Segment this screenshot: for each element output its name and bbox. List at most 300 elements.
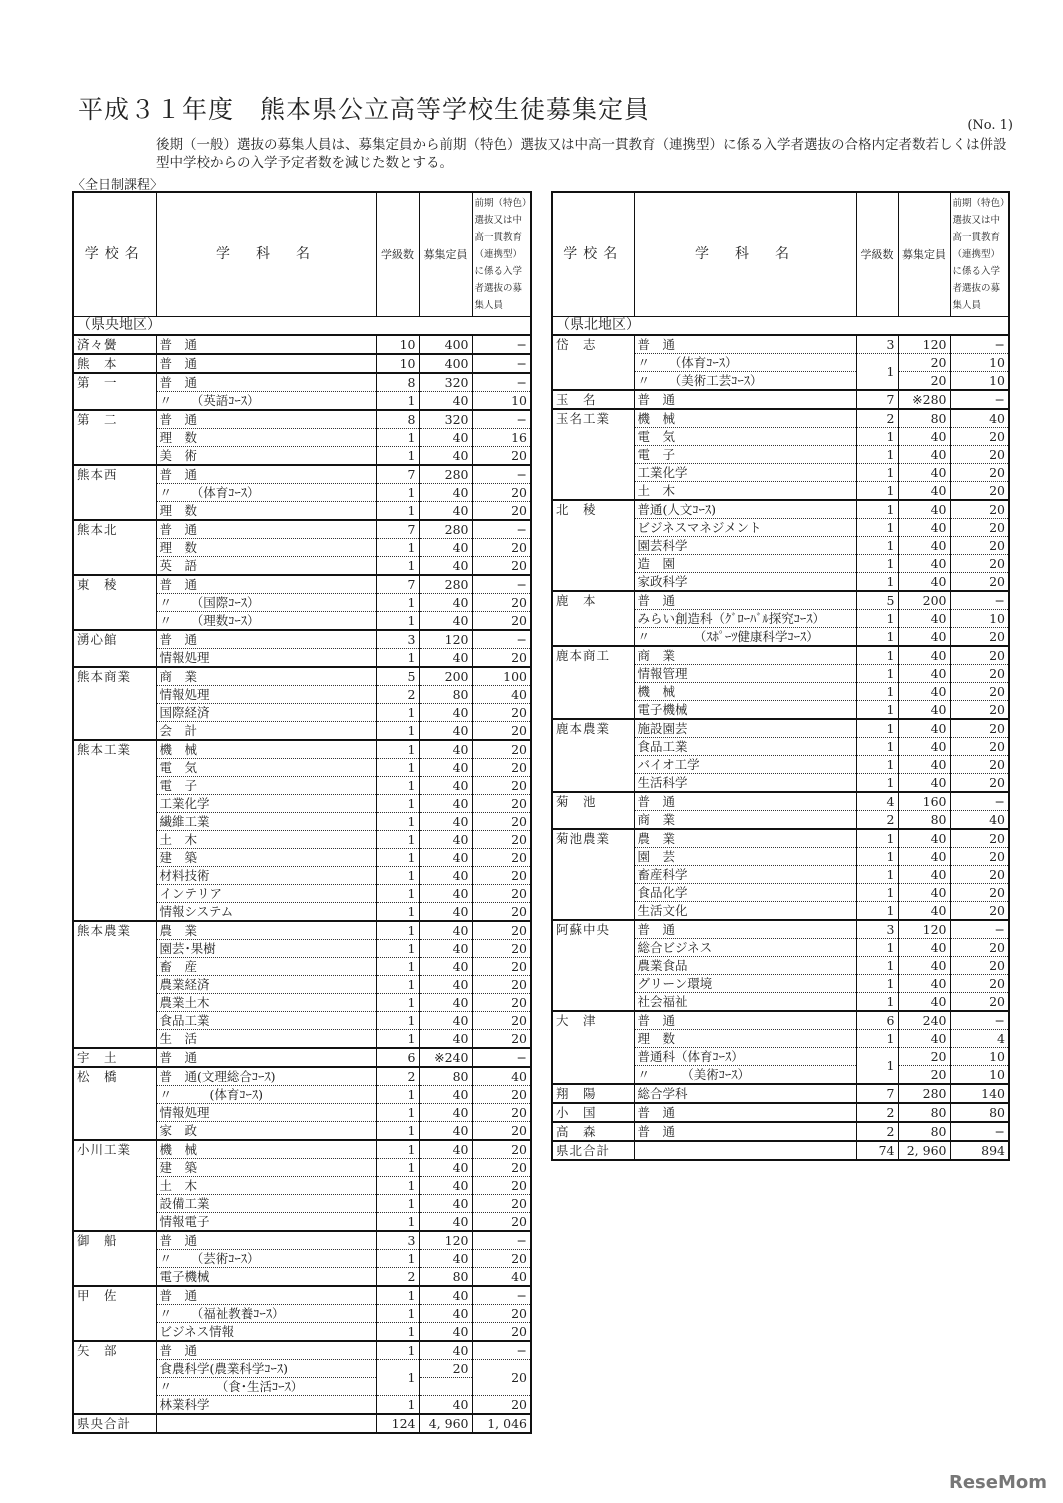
capacity-value: 320 bbox=[419, 373, 472, 392]
department-name: 機 械 bbox=[634, 683, 856, 701]
class-count: 1 bbox=[376, 612, 419, 631]
department-name: 造 園 bbox=[634, 555, 856, 573]
department-name: 〃 （国際ｺｰｽ） bbox=[156, 594, 376, 612]
capacity-value: 20 bbox=[898, 372, 950, 391]
department-name: 土 木 bbox=[634, 482, 856, 501]
capacity-value: 40 bbox=[419, 795, 472, 813]
department-name: 情報処理 bbox=[156, 686, 376, 704]
class-count: 1 bbox=[856, 756, 898, 774]
region-label: （県央地区） bbox=[73, 317, 531, 336]
capacity-value: 20 bbox=[898, 1066, 950, 1085]
department-name: 普 通 bbox=[634, 792, 856, 811]
capacity-value: 40 bbox=[898, 628, 950, 647]
capacity-value: 80 bbox=[898, 1103, 950, 1122]
department-name: 農業土木 bbox=[156, 994, 376, 1012]
early-selection-value: 10 bbox=[950, 372, 1009, 391]
early-selection-value: 20 bbox=[950, 519, 1009, 537]
early-selection-value: 20 bbox=[472, 447, 531, 466]
early-selection-value: 20 bbox=[472, 612, 531, 631]
table-row bbox=[73, 1067, 531, 1086]
department-name: 理 数 bbox=[156, 429, 376, 447]
class-count: 2 bbox=[376, 1268, 419, 1287]
school-name: 第 二 bbox=[73, 410, 156, 465]
department-name: 情報電子 bbox=[156, 1213, 376, 1232]
capacity-value: 40 bbox=[898, 482, 950, 501]
department-name: 普通(人文ｺｰｽ) bbox=[634, 500, 856, 519]
table-row bbox=[73, 1140, 531, 1159]
capacity-value: 40 bbox=[898, 537, 950, 555]
school-name: 鹿本農業 bbox=[552, 719, 634, 792]
class-count: 1 bbox=[376, 994, 419, 1012]
class-count: 1 bbox=[376, 557, 419, 576]
early-selection-value: 20 bbox=[472, 1086, 531, 1104]
capacity-value: 40 bbox=[419, 392, 472, 411]
class-count: 1 bbox=[856, 428, 898, 446]
capacity-value: 40 bbox=[898, 902, 950, 921]
explanatory-note: 後期（一般）選抜の募集人員は、募集定員から前期（特色）選抜又は中高一貫教育（連携型）に係る入学者選抜の合格内定者数若しくは併設型中学校からの入学予定者数を減じた数とする。 bbox=[156, 137, 1007, 171]
table-row bbox=[73, 410, 531, 429]
class-count: 2 bbox=[856, 409, 898, 428]
early-selection-value: 40 bbox=[950, 409, 1009, 428]
early-selection-value: 20 bbox=[472, 1177, 531, 1195]
capacity-value: 40 bbox=[419, 994, 472, 1012]
class-count: 6 bbox=[856, 1011, 898, 1030]
department-name: 電 気 bbox=[156, 759, 376, 777]
class-count: 1 bbox=[376, 777, 419, 795]
table-row bbox=[552, 1011, 1009, 1030]
capacity-value: 40 bbox=[419, 1122, 472, 1141]
capacity-value: 40 bbox=[419, 958, 472, 976]
department-name: 普 通 bbox=[156, 1231, 376, 1250]
class-count: 1 bbox=[376, 958, 419, 976]
capacity-value: 160 bbox=[898, 792, 950, 811]
capacity-value: 40 bbox=[898, 993, 950, 1012]
department-name: みらい創造科（ｸﾞﾛｰﾊﾞﾙ探究ｺｰｽ） bbox=[634, 610, 856, 628]
early-selection-value: 10 bbox=[950, 610, 1009, 628]
class-count: 10 bbox=[376, 354, 419, 373]
early-selection-value: 20 bbox=[950, 884, 1009, 902]
school-name: 鹿 本 bbox=[552, 591, 634, 646]
early-selection-value: 20 bbox=[472, 885, 531, 903]
early-selection-value: 20 bbox=[472, 813, 531, 831]
early-selection-value: − bbox=[472, 1231, 531, 1250]
early-selection-value: 20 bbox=[472, 722, 531, 741]
department-name: 畜 産 bbox=[156, 958, 376, 976]
class-count: 7 bbox=[856, 1084, 898, 1103]
capacity-value: 40 bbox=[898, 665, 950, 683]
capacity-value: 40 bbox=[898, 464, 950, 482]
early-selection-value: − bbox=[472, 630, 531, 649]
total-capacity: 4, 960 bbox=[419, 1414, 472, 1433]
department-name: 土 木 bbox=[156, 1177, 376, 1195]
capacity-value: 40 bbox=[419, 1159, 472, 1177]
class-count: 1 bbox=[856, 610, 898, 628]
class-count: 1 bbox=[856, 957, 898, 975]
capacity-value: 80 bbox=[419, 1067, 472, 1086]
early-selection-value: 20 bbox=[472, 1323, 531, 1342]
early-selection-value: − bbox=[950, 390, 1009, 409]
department-name: 会 計 bbox=[156, 722, 376, 741]
early-selection-value: − bbox=[950, 335, 1009, 354]
department-name: 生活文化 bbox=[634, 902, 856, 921]
early-selection-value: 20 bbox=[950, 939, 1009, 957]
class-count: 1 bbox=[376, 903, 419, 922]
early-selection-value: 10 bbox=[950, 354, 1009, 372]
department-name: 電子機械 bbox=[634, 701, 856, 720]
total-row bbox=[73, 1414, 531, 1433]
resemom-watermark: ReseMom bbox=[948, 1472, 1047, 1493]
class-count: 1 bbox=[376, 867, 419, 885]
early-selection-value: 20 bbox=[950, 482, 1009, 501]
department-name: 普 通 bbox=[156, 465, 376, 484]
school-name: 済々黌 bbox=[73, 335, 156, 354]
class-count: 2 bbox=[376, 686, 419, 704]
department-name: 繊維工業 bbox=[156, 813, 376, 831]
table-row bbox=[73, 667, 531, 686]
central-district-table bbox=[72, 191, 532, 1434]
class-count: 1 bbox=[856, 866, 898, 884]
early-selection-value: 20 bbox=[950, 446, 1009, 464]
capacity-value: 40 bbox=[419, 1305, 472, 1323]
table-row bbox=[552, 335, 1009, 354]
table-row bbox=[552, 829, 1009, 848]
early-selection-value: − bbox=[472, 1341, 531, 1360]
capacity-value: 40 bbox=[898, 719, 950, 738]
department-name: 農 業 bbox=[156, 921, 376, 940]
header-dept: 学 科 名 bbox=[634, 192, 856, 317]
capacity-value: 40 bbox=[898, 428, 950, 446]
class-count: 6 bbox=[376, 1048, 419, 1067]
capacity-value: 40 bbox=[898, 610, 950, 628]
early-selection-value: 20 bbox=[950, 537, 1009, 555]
class-count: 1 bbox=[856, 719, 898, 738]
department-name: 商 業 bbox=[634, 811, 856, 830]
class-count: 3 bbox=[856, 920, 898, 939]
header-dept: 学 科 名 bbox=[156, 192, 376, 317]
capacity-value: 40 bbox=[419, 740, 472, 759]
department-name: 普 通(文理総合ｺｰｽ) bbox=[156, 1067, 376, 1086]
department-name: 普 通 bbox=[156, 575, 376, 594]
department-name: 〃 （福祉教養ｺｰｽ） bbox=[156, 1305, 376, 1323]
school-name: 岱 志 bbox=[552, 335, 634, 390]
table-row bbox=[552, 1084, 1009, 1103]
class-count: 1 bbox=[856, 902, 898, 921]
class-count: 1 bbox=[856, 829, 898, 848]
department-name: 林業科学 bbox=[156, 1396, 376, 1415]
department-name: 〃 （体育ｺｰｽ） bbox=[634, 354, 856, 372]
department-name: 家政科学 bbox=[634, 573, 856, 592]
school-name: 湧心館 bbox=[73, 630, 156, 667]
department-name: 情報システム bbox=[156, 903, 376, 922]
early-selection-value: 20 bbox=[472, 994, 531, 1012]
early-selection-value: 20 bbox=[472, 1122, 531, 1141]
early-selection-value: 20 bbox=[472, 1012, 531, 1030]
early-selection-value: 140 bbox=[950, 1084, 1009, 1103]
department-name: 建 築 bbox=[156, 849, 376, 867]
department-name: 食品工業 bbox=[156, 1012, 376, 1030]
capacity-value: 40 bbox=[419, 1213, 472, 1232]
department-name: 普 通 bbox=[156, 335, 376, 354]
early-selection-value: 20 bbox=[472, 795, 531, 813]
total-capacity: 2, 960 bbox=[898, 1141, 950, 1160]
capacity-value: 40 bbox=[898, 683, 950, 701]
department-name: 普通科（体育ｺｰｽ） bbox=[634, 1048, 856, 1066]
capacity-value: 40 bbox=[419, 704, 472, 722]
department-name: 電 子 bbox=[634, 446, 856, 464]
capacity-value: 40 bbox=[898, 975, 950, 993]
capacity-value: 40 bbox=[419, 1396, 472, 1415]
capacity-value: 80 bbox=[419, 1268, 472, 1287]
capacity-value: 40 bbox=[898, 848, 950, 866]
class-count: 1 bbox=[376, 649, 419, 668]
class-count: 1 bbox=[376, 976, 419, 994]
table-row bbox=[73, 1231, 531, 1250]
early-selection-value: 20 bbox=[472, 649, 531, 668]
capacity-value: 40 bbox=[898, 866, 950, 884]
department-name: 工業化学 bbox=[634, 464, 856, 482]
capacity-value: 80 bbox=[898, 1122, 950, 1141]
header-classes: 学級数 bbox=[376, 192, 419, 317]
early-selection-value: 20 bbox=[472, 921, 531, 940]
school-name: 甲 佐 bbox=[73, 1286, 156, 1341]
class-count: 2 bbox=[856, 1103, 898, 1122]
early-selection-value: 40 bbox=[472, 1268, 531, 1287]
table-row bbox=[552, 390, 1009, 409]
early-selection-value: 20 bbox=[950, 646, 1009, 665]
class-count: 1 bbox=[856, 628, 898, 647]
capacity-value: 120 bbox=[898, 335, 950, 354]
school-name: 熊本北 bbox=[73, 520, 156, 575]
early-selection-value: − bbox=[472, 1286, 531, 1305]
early-selection-value: 20 bbox=[950, 500, 1009, 519]
early-selection-value: 20 bbox=[472, 1195, 531, 1213]
department-name: 工業化学 bbox=[156, 795, 376, 813]
school-name: 熊本農業 bbox=[73, 921, 156, 1048]
school-name: 翔 陽 bbox=[552, 1084, 634, 1103]
early-selection-value: 20 bbox=[472, 903, 531, 922]
department-name: 普 通 bbox=[156, 630, 376, 649]
class-count: 1 bbox=[856, 1048, 898, 1085]
region-label: （県北地区） bbox=[552, 317, 1009, 336]
department-name: 生 活 bbox=[156, 1030, 376, 1049]
page-number: (No. 1) bbox=[967, 118, 1013, 133]
class-count: 10 bbox=[376, 335, 419, 354]
department-name: 情報処理 bbox=[156, 649, 376, 668]
capacity-value: 40 bbox=[419, 1140, 472, 1159]
school-name: 阿蘇中央 bbox=[552, 920, 634, 1011]
class-count: 1 bbox=[856, 464, 898, 482]
department-name: 普 通 bbox=[156, 1286, 376, 1305]
early-selection-value: − bbox=[472, 520, 531, 539]
department-name: 建 築 bbox=[156, 1159, 376, 1177]
total-dept-empty bbox=[156, 1414, 376, 1433]
department-name: 機 械 bbox=[156, 740, 376, 759]
capacity-value: 40 bbox=[898, 957, 950, 975]
class-count: 1 bbox=[376, 795, 419, 813]
early-selection-value: 40 bbox=[472, 1067, 531, 1086]
capacity-value: 40 bbox=[898, 774, 950, 793]
capacity-value: 40 bbox=[419, 1250, 472, 1268]
capacity-value: 40 bbox=[419, 1177, 472, 1195]
class-count: 1 bbox=[376, 594, 419, 612]
department-name: 理 数 bbox=[156, 502, 376, 521]
early-selection-value: 20 bbox=[472, 1396, 531, 1415]
total-label: 県央合計 bbox=[73, 1414, 156, 1433]
capacity-value: 40 bbox=[419, 447, 472, 466]
class-count: 1 bbox=[376, 484, 419, 502]
early-selection-value: 20 bbox=[472, 1140, 531, 1159]
capacity-value: 280 bbox=[419, 520, 472, 539]
class-count: 1 bbox=[856, 665, 898, 683]
department-name: ビジネス情報 bbox=[156, 1323, 376, 1342]
class-count: 3 bbox=[376, 1231, 419, 1250]
early-selection-value: 20 bbox=[950, 774, 1009, 793]
class-count: 1 bbox=[376, 1195, 419, 1213]
class-count: 1 bbox=[376, 1159, 419, 1177]
early-selection-value: 40 bbox=[950, 811, 1009, 830]
capacity-value: 20 bbox=[419, 1360, 472, 1378]
department-name: 総合学科 bbox=[634, 1084, 856, 1103]
class-count: 1 bbox=[376, 759, 419, 777]
class-count: 1 bbox=[376, 1360, 419, 1396]
class-count: 1 bbox=[376, 921, 419, 940]
table-row bbox=[552, 719, 1009, 738]
class-count: 1 bbox=[856, 354, 898, 391]
class-count: 1 bbox=[856, 701, 898, 720]
early-selection-value: 20 bbox=[950, 464, 1009, 482]
class-count: 2 bbox=[376, 1067, 419, 1086]
department-name: 情報処理 bbox=[156, 1104, 376, 1122]
early-selection-value: 10 bbox=[950, 1048, 1009, 1066]
department-name: 普 通 bbox=[156, 1048, 376, 1067]
department-name: 農業経済 bbox=[156, 976, 376, 994]
department-name: 電 気 bbox=[634, 428, 856, 446]
school-name: 小 国 bbox=[552, 1103, 634, 1122]
class-count: 1 bbox=[856, 446, 898, 464]
department-name: 農業食品 bbox=[634, 957, 856, 975]
school-name: 鹿本商工 bbox=[552, 646, 634, 719]
table-row bbox=[73, 354, 531, 373]
class-count: 1 bbox=[856, 683, 898, 701]
class-count: 1 bbox=[376, 1122, 419, 1141]
early-selection-value: 20 bbox=[950, 756, 1009, 774]
early-selection-value: 20 bbox=[472, 940, 531, 958]
capacity-value: 40 bbox=[419, 612, 472, 631]
department-name: 〃 （英語ｺｰｽ） bbox=[156, 392, 376, 411]
early-selection-value: 40 bbox=[472, 686, 531, 704]
early-selection-value: − bbox=[950, 1122, 1009, 1141]
capacity-value: 20 bbox=[898, 1048, 950, 1066]
early-selection-value: 20 bbox=[472, 1030, 531, 1049]
class-count: 1 bbox=[376, 1030, 419, 1049]
school-name: 宇 土 bbox=[73, 1048, 156, 1067]
department-name: グリーン環境 bbox=[634, 975, 856, 993]
department-name: 普 通 bbox=[634, 591, 856, 610]
class-count: 1 bbox=[856, 646, 898, 665]
school-name: 東 稜 bbox=[73, 575, 156, 630]
table-row bbox=[552, 1122, 1009, 1141]
table-row bbox=[552, 1103, 1009, 1122]
early-selection-value: − bbox=[472, 373, 531, 392]
department-name: 設備工業 bbox=[156, 1195, 376, 1213]
class-count: 1 bbox=[376, 1140, 419, 1159]
class-count: 1 bbox=[376, 1323, 419, 1342]
class-count: 1 bbox=[376, 940, 419, 958]
table-row bbox=[73, 520, 531, 539]
class-count: 1 bbox=[376, 1177, 419, 1195]
department-name: 美 術 bbox=[156, 447, 376, 466]
early-selection-value: 10 bbox=[950, 1066, 1009, 1085]
school-name: 大 津 bbox=[552, 1011, 634, 1084]
total-classes: 124 bbox=[376, 1414, 419, 1433]
capacity-value: 40 bbox=[898, 573, 950, 592]
table-row bbox=[552, 646, 1009, 665]
capacity-value: 40 bbox=[419, 1104, 472, 1122]
total-label: 県北合計 bbox=[552, 1141, 634, 1160]
capacity-value: 200 bbox=[898, 591, 950, 610]
header-capacity: 募集定員 bbox=[898, 192, 950, 317]
class-count: 8 bbox=[376, 373, 419, 392]
early-selection-value: 20 bbox=[472, 849, 531, 867]
early-selection-value: 20 bbox=[472, 958, 531, 976]
early-selection-value: 20 bbox=[472, 1104, 531, 1122]
class-count: 2 bbox=[856, 811, 898, 830]
capacity-value: ※240 bbox=[419, 1048, 472, 1067]
early-selection-value: − bbox=[472, 1048, 531, 1067]
school-name: 北 稜 bbox=[552, 500, 634, 591]
north-district-table bbox=[551, 191, 1010, 1161]
class-count: 1 bbox=[856, 519, 898, 537]
department-name: 社会福祉 bbox=[634, 993, 856, 1012]
capacity-value: 280 bbox=[419, 465, 472, 484]
class-count: 1 bbox=[376, 392, 419, 411]
capacity-value: 40 bbox=[419, 429, 472, 447]
early-selection-value: 20 bbox=[950, 848, 1009, 866]
capacity-value: 20 bbox=[898, 354, 950, 372]
department-name: 普 通 bbox=[634, 920, 856, 939]
table-row bbox=[73, 630, 531, 649]
capacity-value: 40 bbox=[419, 849, 472, 867]
capacity-value: 40 bbox=[898, 829, 950, 848]
school-name: 熊本工業 bbox=[73, 740, 156, 921]
class-count: 3 bbox=[376, 630, 419, 649]
capacity-value: 80 bbox=[898, 409, 950, 428]
department-name: 普 通 bbox=[156, 410, 376, 429]
capacity-value: 40 bbox=[898, 500, 950, 519]
capacity-value: 40 bbox=[898, 519, 950, 537]
header-classes: 学級数 bbox=[856, 192, 898, 317]
department-name: ビジネスマネジメント bbox=[634, 519, 856, 537]
early-selection-value: − bbox=[472, 575, 531, 594]
department-name: 〃 （体育ｺｰｽ） bbox=[156, 484, 376, 502]
capacity-value: 40 bbox=[419, 940, 472, 958]
school-name: 高 森 bbox=[552, 1122, 634, 1141]
capacity-value: 320 bbox=[419, 410, 472, 429]
early-selection-value: 10 bbox=[472, 392, 531, 411]
early-selection-value: 20 bbox=[950, 957, 1009, 975]
capacity-value: 120 bbox=[419, 630, 472, 649]
department-name: 土 木 bbox=[156, 831, 376, 849]
early-selection-value: − bbox=[950, 1011, 1009, 1030]
table-row bbox=[73, 1286, 531, 1305]
school-name: 熊 本 bbox=[73, 354, 156, 373]
capacity-value: 40 bbox=[419, 813, 472, 831]
header-school: 学校名 bbox=[73, 192, 156, 317]
early-selection-value: 20 bbox=[950, 428, 1009, 446]
table-row bbox=[73, 373, 531, 392]
department-name: 普 通 bbox=[156, 354, 376, 373]
capacity-value: 40 bbox=[898, 646, 950, 665]
